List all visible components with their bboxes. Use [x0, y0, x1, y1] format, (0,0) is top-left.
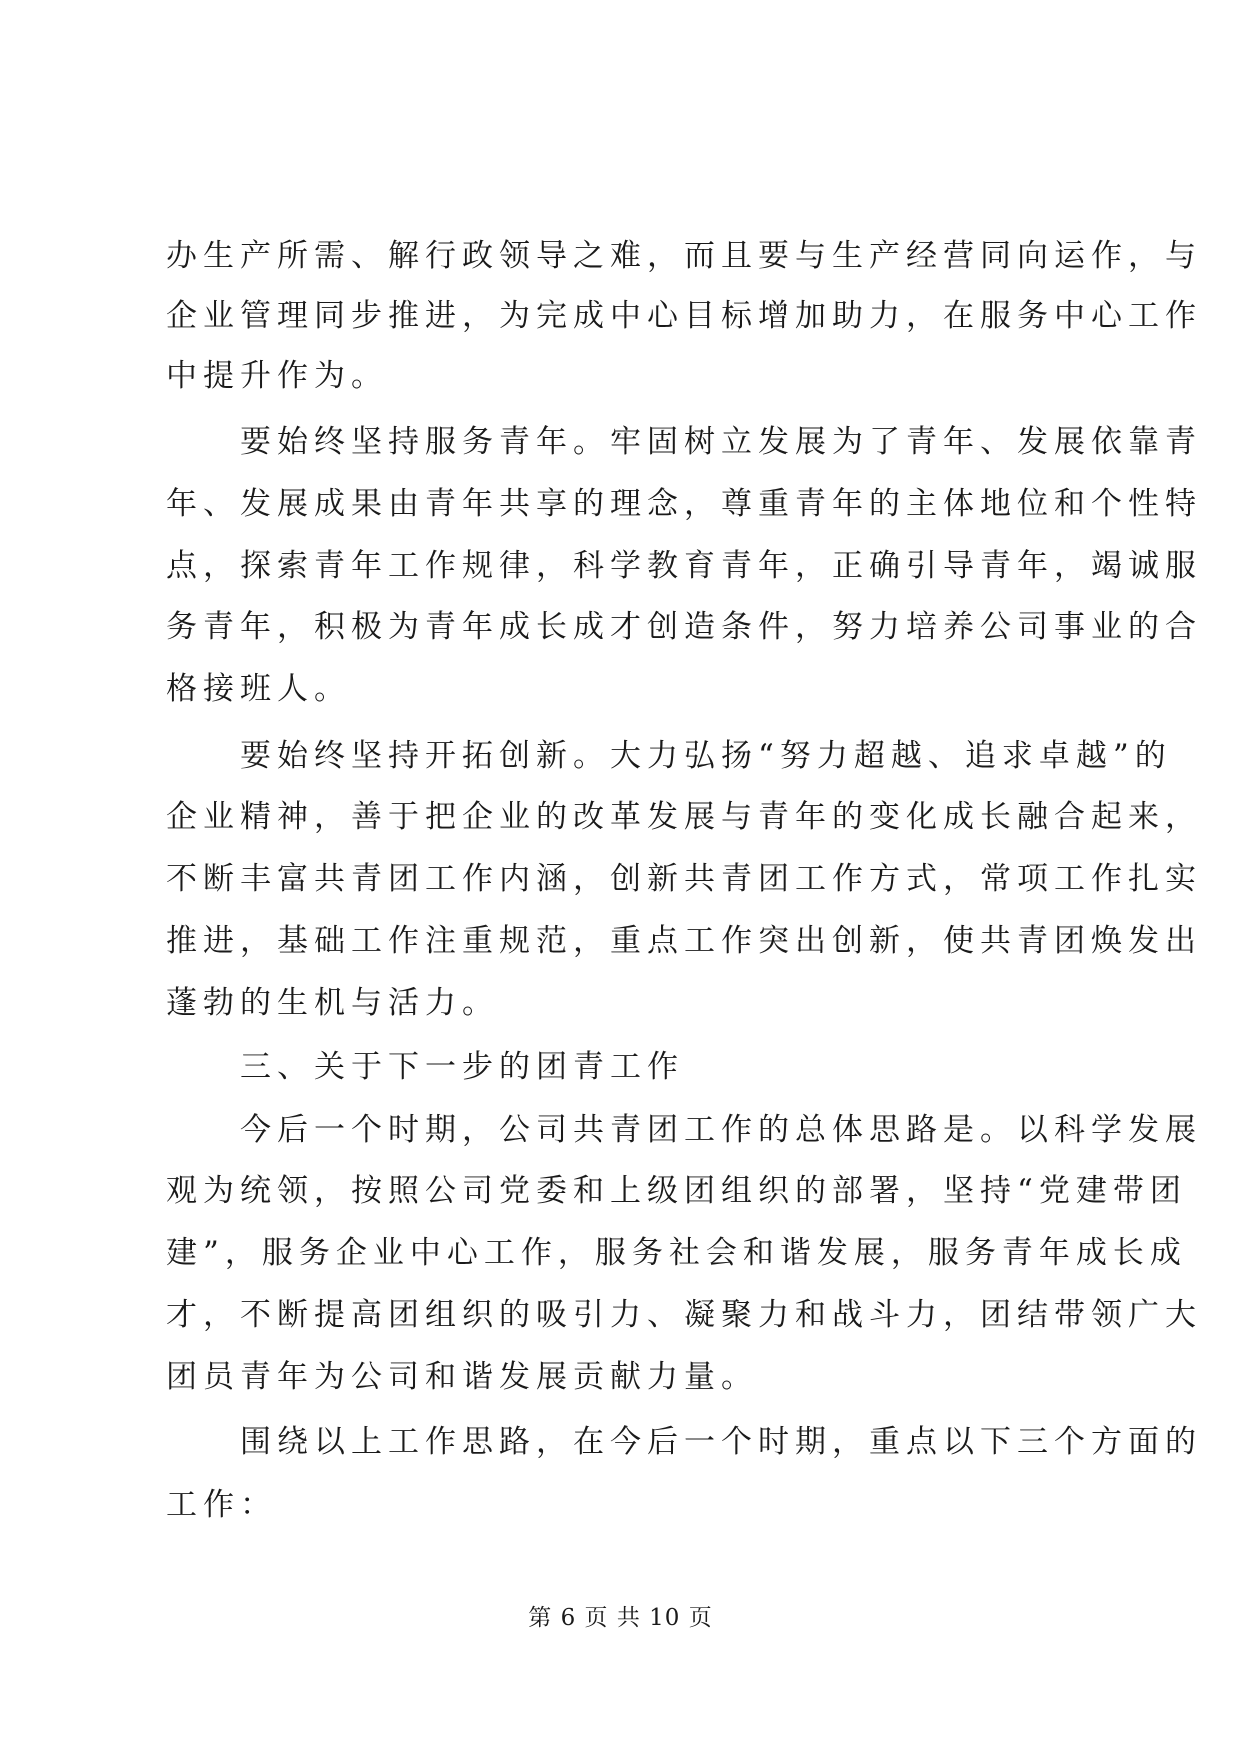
body-line: 要始终坚持服务青年。牢固树立发展为了青年、发展依靠青 [166, 424, 1202, 460]
body-line: 推进，基础工作注重规范，重点工作突出创新，使共青团焕发出 [166, 923, 1202, 959]
body-line: 今后一个时期，公司共青团工作的总体思路是。以科学发展 [166, 1112, 1202, 1148]
body-line: 年、发展成果由青年共享的理念，尊重青年的主体地位和个性特 [166, 486, 1202, 522]
body-line: 务青年，积极为青年成长成才创造条件，努力培养公司事业的合 [166, 609, 1202, 645]
body-line: 不断丰富共青团工作内涵，创新共青团工作方式，常项工作扎实 [166, 861, 1202, 897]
body-line: 团员青年为公司和谐发展贡献力量。 [166, 1359, 758, 1395]
body-line: 围绕以上工作思路，在今后一个时期，重点以下三个方面的 [166, 1424, 1202, 1460]
body-line: 中提升作为。 [166, 358, 388, 394]
body-line: 企业精神，善于把企业的改革发展与青年的变化成长融合起来， [166, 799, 1202, 835]
body-line: 观为统领，按照公司党委和上级团组织的部署，坚持“党建带团 [166, 1173, 1187, 1209]
body-line: 蓬勃的生机与活力。 [166, 985, 499, 1021]
body-line: 才，不断提高团组织的吸引力、凝聚力和战斗力，团结带领广大 [166, 1297, 1202, 1333]
page-number-footer: 第 6 页 共 10 页 [528, 1605, 713, 1631]
section-heading: 三、关于下一步的团青工作 [166, 1049, 684, 1085]
body-line: 格接班人。 [166, 671, 351, 707]
body-line: 企业管理同步推进，为完成中心目标增加助力，在服务中心工作 [166, 298, 1202, 334]
body-line: 点，探索青年工作规律，科学教育青年，正确引导青年，竭诚服 [166, 548, 1202, 584]
body-line: 建”，服务企业中心工作，服务社会和谐发展，服务青年成长成 [166, 1235, 1187, 1271]
body-line: 要始终坚持开拓创新。大力弘扬“努力超越、追求卓越”的 [166, 738, 1172, 774]
body-line: 工作： [166, 1487, 277, 1523]
body-line: 办生产所需、解行政领导之难，而且要与生产经营同向运作，与 [166, 238, 1202, 274]
